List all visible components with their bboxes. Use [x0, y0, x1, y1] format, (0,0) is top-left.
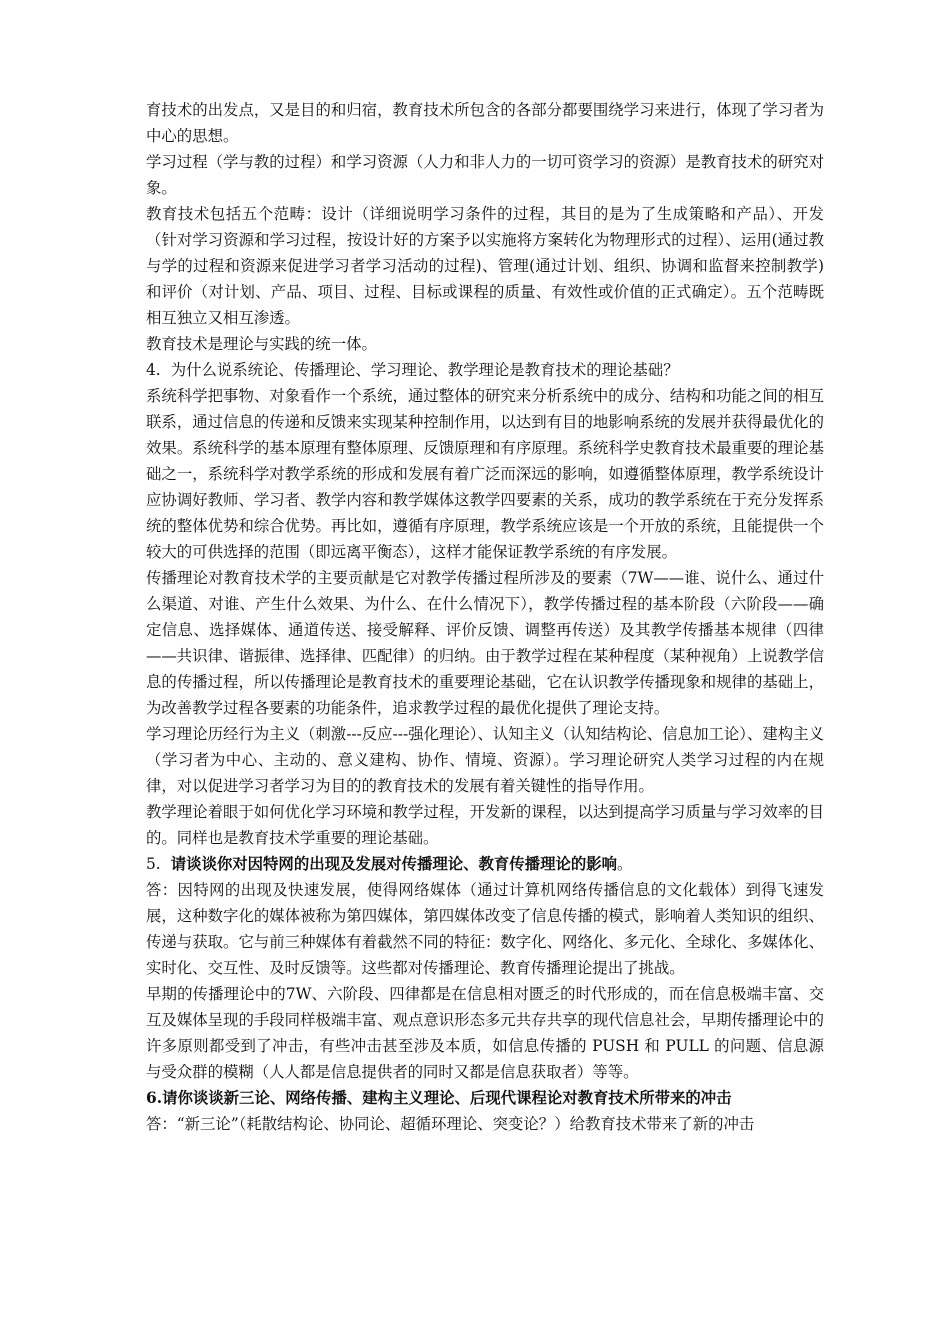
- question-number: 4.: [146, 361, 161, 379]
- paragraph: 系统科学把事物、对象看作一个系统，通过整体的研究来分析系统中的成分、结构和功能之间的相互联系，通过信息的传递和反馈来实现某种控制作用，以达到有目的地影响系统的发展并获得最优化的效果。系统科学的基本原理有整体原理、反馈原理和有序原理。系统科学史教育技术最重要的理论基础之一，系统科学对教学系统的形成和发展有着广泛而深远的影响，如遵循整体原理，教学系统设计应协调好教师、学习者、教学内容和教学媒体这教学四要素的关系，成功的教学系统在于充分发挥系统的整体优势和综合优势。再比如，遵循有序原理，教学系统应该是一个开放的系统，且能提供一个较大的可供选择的范围（即远离平衡态），这样才能保证教学系统的有序发展。: [146, 387, 824, 561]
- question-title: 请你谈谈新三论、网络传播、建构主义理论、后现代课程论对教育技术所带来的冲击: [162, 1089, 732, 1107]
- paragraph: 教育技术包括五个范畴：设计（详细说明学习条件的过程，其目的是为了生成策略和产品）、开发（针对学习资源和学习过程，按设计好的方案予以实施将方案转化为物理形式的过程）、运用(通过教与学的过程和资源来促进学习者学习活动的过程)、管理(通过计划、组织、协调和监督来控制教学)和评价（对计划、产品、项目、过程、目标或课程的质量、有效性或价值的正式确定）。五个范畴既相互独立又相互渗透。: [146, 205, 824, 327]
- question-4-heading: [146, 357, 824, 383]
- paragraph: 传播理论对教育技术学的主要贡献是它对教学传播过程所涉及的要素（7W——谁、说什么、通过什么渠道、对谁、产生什么效果、为什么、在什么情况下），教学传播过程的基本阶段（六阶段——确定信息、选择媒体、通道传送、接受解释、评价反馈、调整再传送）及其教学传播基本规律（四律——共识律、谐振律、选择律、匹配律）的归纳。由于教学过程在某种程度（某种视角）上说教学信息的传播过程，所以传播理论是教育技术的重要理论基础，它在认识教学传播现象和规律的基础上，为改善教学过程各要素的功能条件，追求教学过程的最优化提供了理论支持。: [146, 569, 824, 717]
- question-title: 请谈谈你对因特网的出现及发展对传播理论、教育传播理论的影响: [170, 855, 618, 873]
- question-title: 为什么说系统论、传播理论、学习理论、教学理论是教育技术的理论基础？: [170, 361, 679, 379]
- paragraph: 教育技术是理论与实践的统一体。: [146, 335, 377, 353]
- paragraph: 学习过程（学与教的过程）和学习资源（人力和非人力的一切可资学习的资源）是教育技术的研究对象。: [146, 153, 824, 197]
- question-5-heading: [146, 851, 824, 877]
- question-title-tail: 。: [617, 855, 633, 873]
- question-number: 5.: [146, 855, 161, 873]
- document-page: [146, 97, 824, 1137]
- paragraph: 学习理论历经行为主义（刺激---反应---强化理论）、认知主义（认知结构论、信息加工论）、建构主义（学习者为中心、主动的、意义建构、协作、情境、资源）。学习理论研究人类学习过程的内在规律，对以促进学习者学习为目的的教育技术的发展有着关键性的指导作用。: [146, 725, 824, 795]
- question-number: 6.: [146, 1089, 163, 1107]
- paragraph: 教学理论着眼于如何优化学习环境和教学过程，开发新的课程，以达到提高学习质量与学习效率的目的。同样也是教育技术学重要的理论基础。: [146, 803, 824, 847]
- paragraph: 答：“新三论”（耗散结构论、协同论、超循环理论、突变论？）给教育技术带来了新的冲击: [146, 1115, 755, 1133]
- paragraph: 早期的传播理论中的7W、六阶段、四律都是在信息相对匮乏的时代形成的，而在信息极端丰富、交互及媒体呈现的手段同样极端丰富、观点意识形态多元共存共享的现代信息社会，早期传播理论中的许多原则都受到了冲击，有些冲击甚至涉及本质，如信息传播的 PUSH 和 PULL 的问题、信息源与受众群的模糊（人人都是信息提供者的同时又都是信息获取者）等等。: [146, 985, 824, 1081]
- paragraph: 答：因特网的出现及快速发展，使得网络媒体（通过计算机网络传播信息的文化载体）到得飞速发展，这种数字化的媒体被称为第四媒体，第四媒体改变了信息传播的模式，影响着人类知识的组织、传递与获取。它与前三种媒体有着截然不同的特征：数字化、网络化、多元化、全球化、多媒体化、实时化、交互性、及时反馈等。这些都对传播理论、教育传播理论提出了挑战。: [146, 881, 824, 977]
- question-6-heading: [146, 1085, 824, 1111]
- paragraph: 育技术的出发点，又是目的和归宿，教育技术所包含的各部分都要围绕学习来进行，体现了学习者为中心的思想。: [146, 101, 824, 145]
